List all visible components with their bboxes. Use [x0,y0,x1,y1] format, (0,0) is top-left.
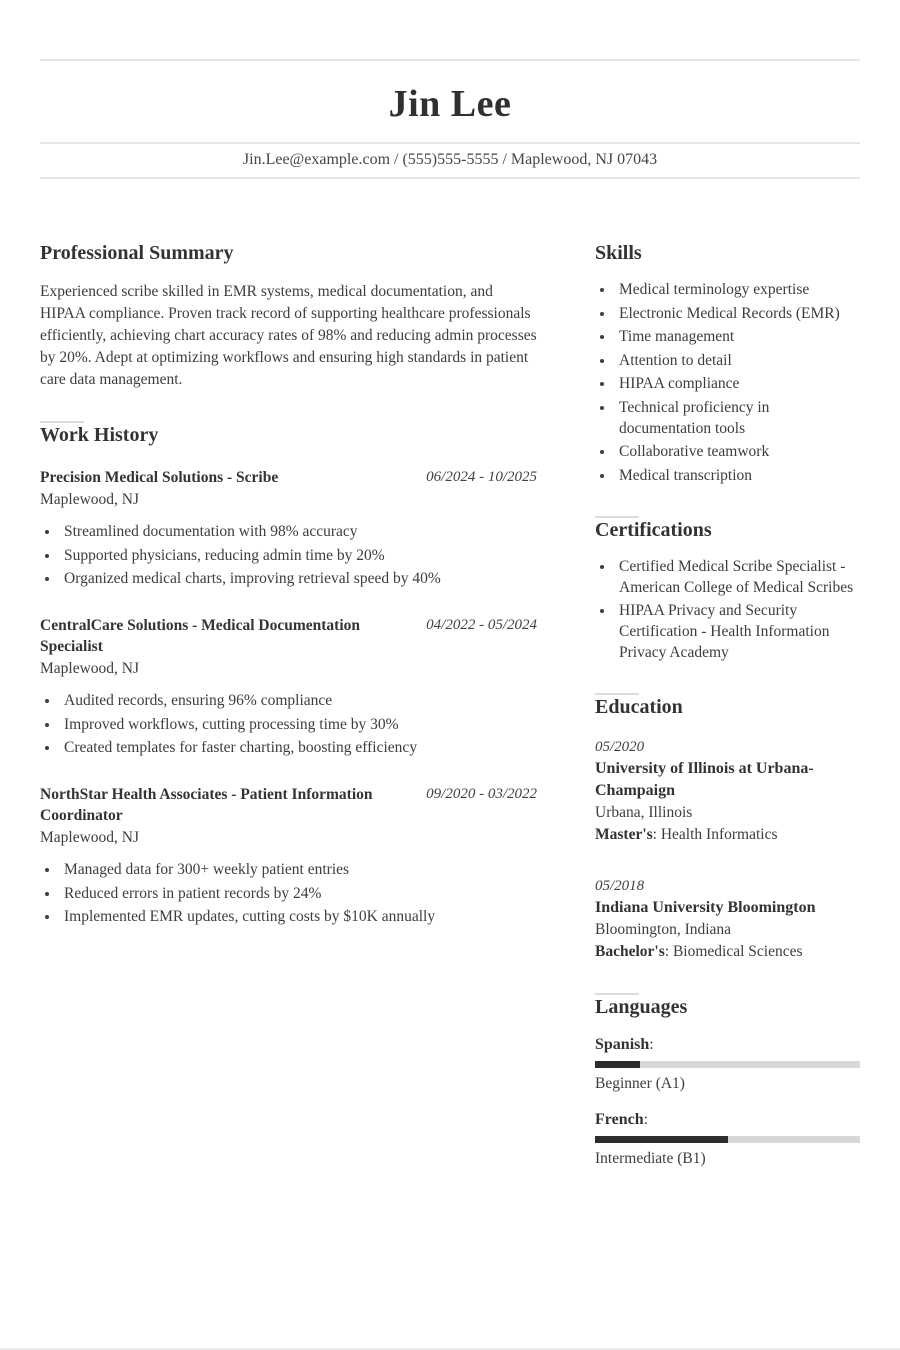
language-name [595,1109,860,1130]
job-bullet: • Organized medical charts, improving retrieval speed by 40% [60,568,537,589]
job-header [40,784,537,826]
skill-item: • Attention to detail [615,350,859,371]
skill-item: • Technical proficiency in documentation tools [615,397,859,439]
language-level-bar-fill [595,1136,728,1143]
certifications-list [595,556,860,664]
skill-item: • Medical transcription [615,465,859,486]
job-bullet: • Managed data for 300+ weekly patient entries [60,859,537,880]
job-location: Maplewood, NJ [40,660,140,677]
education-location: Urbana, Illinois [595,804,693,821]
education-location: Bloomington, Indiana [595,921,732,938]
language-level-bar [595,1061,860,1068]
education-date: 05/2020 [595,739,645,755]
section-heading-languages: Languages [595,996,688,1018]
contact-bar [40,142,860,179]
degree-field: Biomedical Sciences [672,943,803,960]
language-level: Beginner (A1) [595,1075,685,1092]
job-bullet: • Implemented EMR updates, cutting costs by $10K annually [60,906,537,927]
language-label-suffix: : [643,1111,649,1128]
section-heading-professional-summary: Professional Summary [40,242,234,264]
side-column [595,241,860,1169]
job-bullet: • Supported physicians, reducing admin time by 20% [60,545,537,566]
job-entry [40,467,537,589]
top-divider [40,59,860,61]
job-bullet: • Improved workflows, cutting processing time by 30% [60,714,537,735]
job-title: Precision Medical Solutions - Scribe [40,469,279,486]
certification-item: • HIPAA Privacy and Security Certification - Health Information Privacy Academy [615,600,859,663]
job-bullet: • Streamlined documentation with 98% accuracy [60,521,537,542]
section-heading-skills: Skills [595,242,642,264]
skill-item: • Electronic Medical Records (EMR) [615,303,859,324]
job-bullet-list [40,521,537,589]
job-location: Maplewood, NJ [40,491,140,508]
job-title: CentralCare Solutions - Medical Documentation Specialist [40,617,361,655]
language-level-bar-fill [595,1061,640,1068]
job-entry [40,615,537,758]
education-date: 05/2018 [595,878,645,894]
skill-item: • HIPAA compliance [615,373,859,394]
certification-item: • Certified Medical Scribe Specialist - American College of Medical Scribes [615,556,859,598]
job-entry [40,784,537,927]
degree-separator: : [652,826,661,843]
section-heading-certifications: Certifications [595,518,712,541]
contact-text: Jin.Lee@example.com / (555)555-5555 / Maplewood, NJ 07043 [242,151,658,168]
education-entry [595,736,860,846]
degree-label: Master's [595,826,653,843]
main-column [40,241,537,1169]
education-degree [595,824,860,846]
degree-label: Bachelor's [595,943,665,960]
job-location: Maplewood, NJ [40,829,140,846]
job-bullet-list [40,859,537,927]
section-heading-education: Education [595,696,683,718]
skill-item: • Collaborative teamwork [615,441,859,462]
job-title: NorthStar Health Associates - Patient Information Coordinator [40,786,373,824]
section-heading-work-history: Work History [40,424,159,446]
language-label: Spanish [595,1036,650,1053]
content-columns [40,241,860,1169]
education-degree [595,941,860,963]
job-header [40,615,537,657]
job-bullet-list [40,690,537,758]
job-bullet: • Created templates for faster charting, boosting efficiency [60,737,537,758]
skill-item: • Medical terminology expertise [615,279,859,300]
job-dates: 04/2022 - 05/2024 [426,617,537,633]
degree-field: Health Informatics [660,826,778,843]
job-dates: 06/2024 - 10/2025 [426,469,537,485]
education-entry [595,875,860,963]
language-item [595,1109,860,1169]
skills-list [595,279,860,486]
job-bullet: • Reduced errors in patient records by 24% [60,883,537,904]
language-level-bar [595,1136,860,1143]
language-name [595,1034,860,1055]
language-item [595,1034,860,1094]
language-level: Intermediate (B1) [595,1150,706,1167]
summary-text: Experienced scribe skilled in EMR systems, medical documentation, and HIPAA compliance. Proven track record of supporting healthcare professionals efficiently, achieving chart accuracy rates of 98% and reducing admin processes by 20%. Adept at optimizing workflows and ensuring high standards in patient care data management. [40,283,537,388]
language-label-suffix: : [649,1036,654,1053]
candidate-name: Jin Lee [388,83,512,125]
job-header [40,467,537,488]
skill-item: • Time management [615,326,859,347]
education-school: Indiana University Bloomington [595,899,816,916]
language-label: French [595,1111,644,1128]
degree-separator: : [664,943,673,960]
job-bullet: • Audited records, ensuring 96% compliance [60,690,537,711]
education-school: University of Illinois at Urbana-Champaign [595,760,814,799]
job-dates: 09/2020 - 03/2022 [426,786,537,802]
